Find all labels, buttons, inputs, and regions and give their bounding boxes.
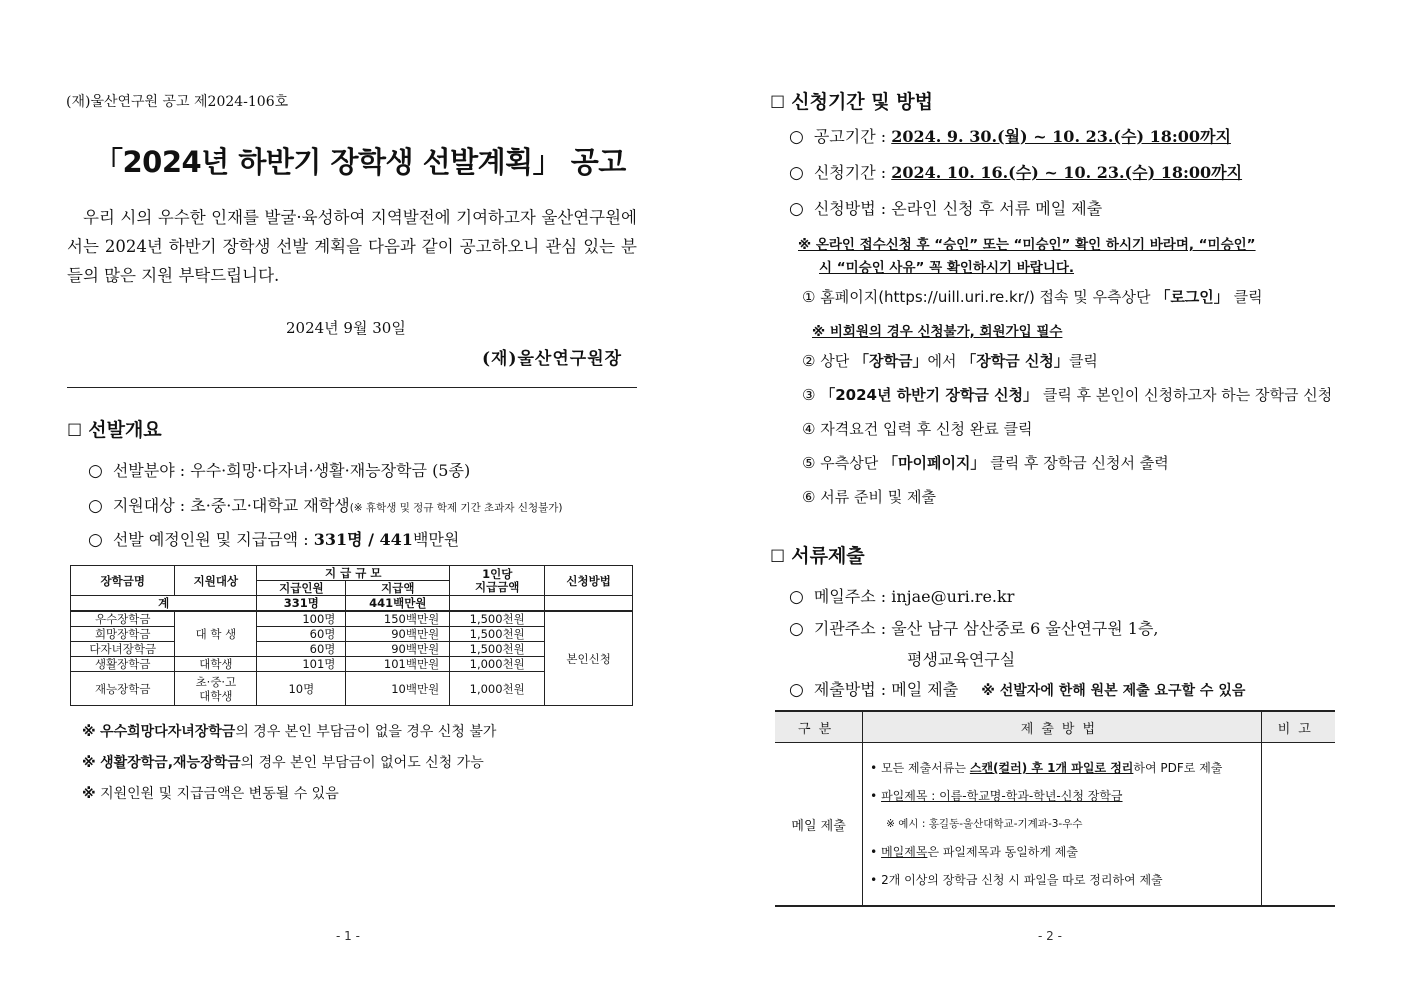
page-title: 「2024년 하반기 장학생 선발계획」 공고 xyxy=(94,145,626,179)
header-category: 구분 xyxy=(775,711,863,743)
note-text: 의 경우 본인 부담금이 없을 경우 신청 불가 xyxy=(235,724,497,740)
item-note: (※ 휴학생 및 정규 학제 기간 초과자 신청불가) xyxy=(349,502,563,514)
header-amount: 지급액 xyxy=(346,581,450,596)
header-scale: 지 급 규 모 xyxy=(257,566,450,581)
submission-table xyxy=(775,710,1335,907)
item-value: 우수·희망·다자녀·생활·재능장학금 (5종) xyxy=(190,461,471,480)
cell-per: 1,000천원 xyxy=(450,672,545,706)
step-bold: 「로그인」 xyxy=(1155,288,1229,306)
circle-bullet-icon: ○ xyxy=(789,587,804,607)
cell-amount: 10백만원 xyxy=(346,672,450,706)
overview-item-target xyxy=(88,493,563,516)
circle-bullet-icon: ○ xyxy=(789,619,804,639)
step-number: ⑥ xyxy=(802,488,816,506)
period-value: 2024. 10. 16.(수) ~ 10. 23.(수) 18:00까지 xyxy=(891,163,1243,182)
step-text: 자격요건 입력 후 신청 완료 클릭 xyxy=(820,420,1033,438)
note-3 xyxy=(82,783,339,803)
address-line-1: 울산 남구 삼산중로 6 울산연구원 1층, xyxy=(891,619,1159,638)
total-label: 계 xyxy=(71,596,257,612)
item-value: 초·중·고·대학교 재학생 xyxy=(190,496,350,515)
period-label: 공고기간 : xyxy=(813,127,887,146)
cell-name: 재능장학금 xyxy=(71,672,175,706)
bullet-scan: • 모든 제출서류는 스캔(컬러) 후 1개 파일로 정리하여 PDF로 제출 xyxy=(870,754,1259,782)
section-title: 선발개요 xyxy=(88,419,162,441)
member-note: ※ 비회원의 경우 신청불가, 회원가입 필수 xyxy=(812,324,1063,340)
table-row-total xyxy=(71,596,633,612)
overview-item-field xyxy=(88,458,470,481)
step-4 xyxy=(802,418,1032,439)
section-heading-documents xyxy=(770,541,865,568)
note-1 xyxy=(82,721,496,741)
cell-name: 우수장학금 xyxy=(71,611,175,627)
step-2 xyxy=(802,350,1098,371)
email-label: 메일주소 : xyxy=(813,587,887,606)
checkbox-square-icon: ☐ xyxy=(770,93,786,113)
director-signature: (재)울산연구원장 xyxy=(482,349,623,369)
cell-people: 101명 xyxy=(257,657,346,672)
item-label: 선발분야 : xyxy=(112,461,186,480)
note-mark: ※ xyxy=(82,755,96,771)
address-line-2: 평생교육연구실 xyxy=(907,650,1016,669)
address-label: 기관주소 : xyxy=(813,619,887,638)
step-6 xyxy=(802,486,936,507)
cell-people: 100명 xyxy=(257,611,346,627)
section-title: 신청기간 및 방법 xyxy=(791,91,933,113)
step-number: ④ xyxy=(802,420,816,438)
cell-per: 1,000천원 xyxy=(450,657,545,672)
bullet-file-title: • 파일제목 : 이름-학교명-학과-학년-신청 장학금 xyxy=(870,782,1259,810)
circle-bullet-icon: ○ xyxy=(88,496,103,516)
header-method: 신청방법 xyxy=(545,566,633,596)
page-2 xyxy=(702,0,1403,992)
step-text: 상단 xyxy=(820,352,850,370)
step-bold: 「장학금」 xyxy=(854,352,928,370)
step-text: 홈페이지(https://uill.uri.re.kr/) 접속 및 우측상단 xyxy=(820,288,1151,306)
method-cell xyxy=(863,743,1261,907)
step-text-post: 클릭 xyxy=(1068,352,1098,370)
circle-bullet-icon: ○ xyxy=(789,680,804,700)
cell-people: 60명 xyxy=(257,627,346,642)
note-bold: 우수희망다자녀장학금 xyxy=(100,724,236,740)
method-label: 신청방법 : xyxy=(813,199,887,218)
email-address xyxy=(789,584,1014,607)
circle-bullet-icon: ○ xyxy=(88,530,103,550)
method-value: 온라인 신청 후 서류 메일 제출 xyxy=(891,199,1103,218)
row-label: 메일 제출 xyxy=(775,743,863,907)
notice-number: (재)울산연구원 공고 제2024-106호 xyxy=(66,94,289,110)
step-text: 우측상단 xyxy=(820,454,879,472)
circle-bullet-icon: ○ xyxy=(789,163,804,183)
submit-label: 제출방법 : xyxy=(813,680,887,699)
intro-paragraph: 우리 시의 우수한 인재를 발굴·육성하여 지역발전에 기여하고자 울산연구원에서는 2024년 하반기 장학생 선발 계획을 다음과 같이 공고하오니 관심 있는 분들의 많은 지원 부탁드립니다. xyxy=(67,208,637,285)
note-2 xyxy=(82,752,484,772)
header-method: 제출방법 xyxy=(863,711,1261,743)
header-name: 장학금명 xyxy=(71,566,175,596)
header-people: 지급인원 xyxy=(257,581,346,596)
section-title: 서류제출 xyxy=(791,545,865,567)
note-text: 지원인원 및 지급금액은 변동될 수 있음 xyxy=(100,786,339,802)
cell-name: 생활장학금 xyxy=(71,657,175,672)
page-number: - 1 - xyxy=(336,929,360,943)
step-text-post: 클릭 후 장학금 신청서 출력 xyxy=(990,454,1169,472)
application-method xyxy=(789,196,1102,219)
announcement-date: 2024년 9월 30일 xyxy=(286,319,406,337)
warning-line-2: 시 “미승인 사유” 꼭 확인하시기 바랍니다. xyxy=(819,260,1075,276)
notice-period xyxy=(789,124,1231,147)
circle-bullet-icon: ○ xyxy=(789,199,804,219)
step-text-post: 클릭 xyxy=(1233,288,1263,306)
item-value-bold: 331명 / 441 xyxy=(313,530,413,549)
cell-name: 다자녀장학금 xyxy=(71,642,175,657)
step-1 xyxy=(802,286,1263,307)
item-value-tail: 백만원 xyxy=(412,530,460,549)
cell-target: 초·중·고 대학생 xyxy=(175,672,257,706)
note-mark: ※ xyxy=(82,786,96,802)
step-bold: 「2024년 하반기 장학금 신청」 xyxy=(820,386,1039,404)
cell-per: 1,500천원 xyxy=(450,642,545,657)
note-bold: 생활장학금,재능장학금 xyxy=(100,755,241,771)
checkbox-square-icon: ☐ xyxy=(770,547,786,567)
period-label: 신청기간 : xyxy=(813,163,887,182)
table-row xyxy=(71,611,633,627)
cell-amount: 101백만원 xyxy=(346,657,450,672)
item-label: 지원대상 : xyxy=(112,496,186,515)
total-people: 331명 xyxy=(257,596,346,612)
cell-per: 1,500천원 xyxy=(450,627,545,642)
circle-bullet-icon: ○ xyxy=(88,461,103,481)
step-number: ③ xyxy=(802,386,816,404)
header-per-person: 1인당 지급금액 xyxy=(450,566,545,596)
page-number: - 2 - xyxy=(1038,929,1062,943)
institution-address xyxy=(789,616,1159,639)
step-number: ① xyxy=(802,288,816,306)
submit-note: ※ 선발자에 한해 원본 제출 요구할 수 있음 xyxy=(981,683,1246,699)
step-number: ② xyxy=(802,352,816,370)
item-label: 선발 예정인원 및 지급금액 : xyxy=(112,530,309,549)
header-target: 지원대상 xyxy=(175,566,257,596)
section-heading-overview xyxy=(67,415,162,442)
file-title-example: ※ 예시 : 홍길동-울산대학교-기계과-3-우수 xyxy=(886,818,1083,830)
step-bold-2: 「장학금 신청」 xyxy=(961,352,1069,370)
checkbox-square-icon: ☐ xyxy=(67,421,83,441)
email-value: injae@uri.re.kr xyxy=(891,587,1015,606)
divider xyxy=(67,387,637,388)
bullet-mail-title: • 메일제목은 파일제목과 동일하게 제출 xyxy=(870,838,1259,866)
total-amount: 441백만원 xyxy=(346,596,450,612)
cell-per: 1,500천원 xyxy=(450,611,545,627)
bullet-multiple: • 2개 이상의 장학금 신청 시 파일을 따로 정리하여 제출 xyxy=(870,866,1259,894)
note-text: 의 경우 본인 부담금이 없어도 신청 가능 xyxy=(240,755,484,771)
step-3 xyxy=(802,384,1332,405)
submission-method xyxy=(789,677,1245,700)
cell-people: 10명 xyxy=(257,672,346,706)
cell-method-merged: 본인신청 xyxy=(545,611,633,706)
step-text: 서류 준비 및 제출 xyxy=(820,488,936,506)
application-period xyxy=(789,160,1242,183)
period-value: 2024. 9. 30.(월) ~ 10. 23.(수) 18:00까지 xyxy=(891,127,1231,146)
cell-target: 대학생 xyxy=(175,657,257,672)
cell-amount: 90백만원 xyxy=(346,642,450,657)
cell-target-merged: 대 학 생 xyxy=(175,611,257,657)
header-remarks: 비고 xyxy=(1261,711,1335,743)
step-5 xyxy=(802,452,1169,473)
step-bold: 「마이페이지」 xyxy=(882,454,986,472)
step-number: ⑤ xyxy=(802,454,816,472)
section-heading-period xyxy=(770,87,933,114)
submit-value: 메일 제출 xyxy=(891,680,959,699)
cell-amount: 150백만원 xyxy=(346,611,450,627)
cell-people: 60명 xyxy=(257,642,346,657)
remarks-cell xyxy=(1261,743,1335,907)
cell-name: 희망장학금 xyxy=(71,627,175,642)
circle-bullet-icon: ○ xyxy=(789,127,804,147)
note-mark: ※ xyxy=(82,724,96,740)
overview-item-quota xyxy=(88,527,459,550)
step-text-post: 클릭 후 본인이 신청하고자 하는 장학금 신청 xyxy=(1042,386,1333,404)
table-row xyxy=(775,743,1335,907)
step-text-mid: 에서 xyxy=(927,352,957,370)
warning-line-1: ※ 온라인 접수신청 후 “승인” 또는 “미승인” 확인 하시기 바라며, “미승인” xyxy=(798,237,1256,253)
cell-amount: 90백만원 xyxy=(346,627,450,642)
scholarship-table xyxy=(70,565,633,706)
